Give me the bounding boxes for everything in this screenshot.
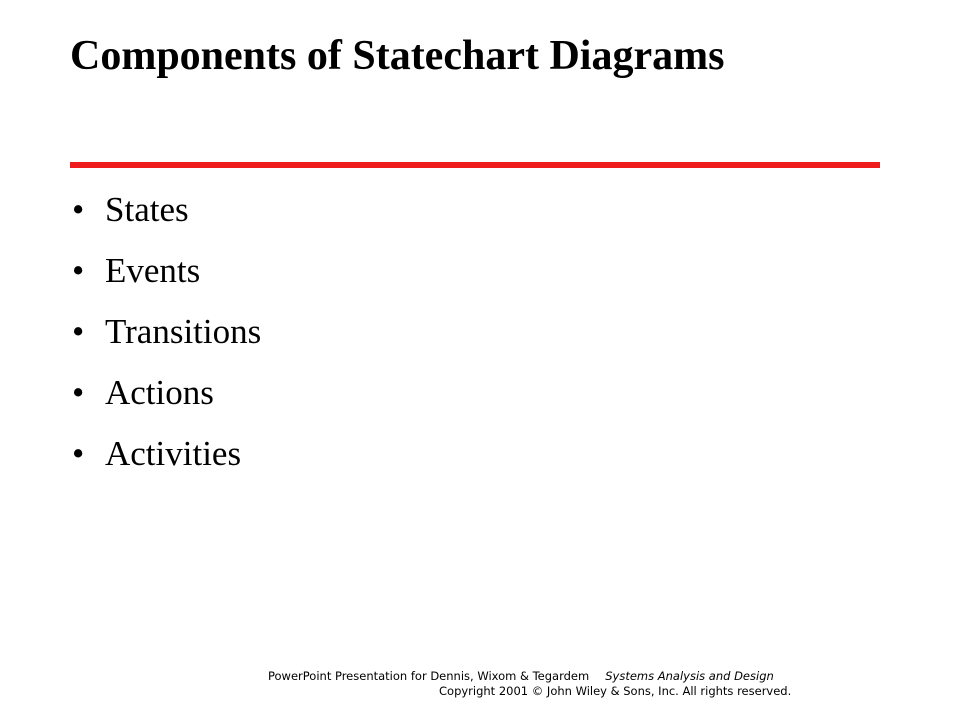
title-underline [70, 162, 880, 168]
bullet-text: Actions [105, 373, 214, 412]
footer-copyright: Copyright 2001 © John Wiley & Sons, Inc. All rights reserved. [439, 684, 792, 698]
footer-book-title: Systems Analysis and Design [605, 669, 774, 683]
bullet-text: Transitions [105, 312, 262, 351]
slide-title: Components of Statechart Diagrams [70, 33, 725, 79]
bullet-icon: • [72, 434, 85, 473]
bullet-icon: • [72, 312, 85, 351]
footer-presentation: PowerPoint Presentation for Dennis, Wixom & Tegardem [268, 669, 590, 683]
bullet-item-events [72, 245, 261, 306]
bullet-icon: • [72, 373, 85, 412]
bullet-item-transitions [72, 306, 261, 367]
bullet-item-activities [72, 428, 261, 489]
bullet-text: Activities [105, 434, 242, 473]
bullet-icon: • [72, 190, 85, 229]
bullet-text: Events [105, 251, 201, 290]
bullet-icon: • [72, 251, 85, 290]
bullet-item-actions [72, 367, 261, 428]
bullet-list [72, 184, 261, 489]
bullet-item-states [72, 184, 261, 245]
bullet-text: States [105, 190, 189, 229]
